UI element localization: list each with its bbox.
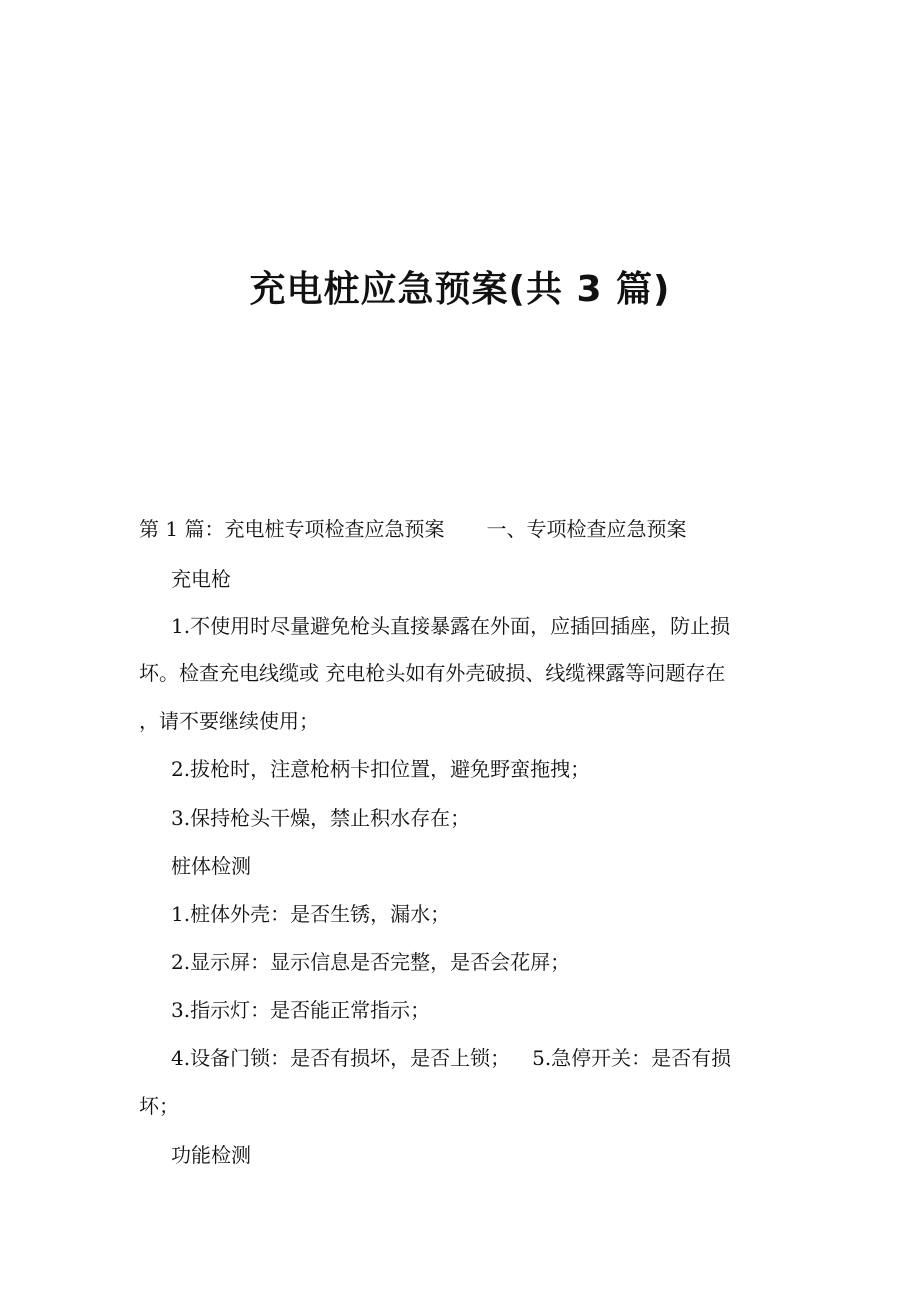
paragraph-line: 1.不使用时尽量避免枪头直接暴露在外面，应插回插座，防止损 (171, 614, 731, 638)
document-title: 充电桩应急预案(共 3 篇) (249, 269, 671, 310)
paragraph-line: 3.指示灯：是否能正常指示； (171, 998, 431, 1022)
subheading-function-test: 功能检测 (171, 1143, 251, 1167)
item-emergency-stop: 5.急停开关：是否有损 (532, 1046, 732, 1070)
section-heading-line (139, 514, 789, 544)
paragraph-line: 坏。检查充电线缆或 充电枪头如有外壳破损、线缆裸露等问题存在 (139, 661, 726, 685)
paragraph-line: ，请不要继续使用； (139, 709, 319, 733)
subheading-pile-inspection: 桩体检测 (171, 854, 251, 878)
section-title: 第 1 篇：充电桩专项检查应急预案 (139, 517, 445, 541)
subsection-title: 一、专项检查应急预案 (486, 517, 687, 541)
paragraph-line: 3.保持枪头干燥，禁止积水存在； (171, 806, 471, 830)
paragraph-line: 2.拔枪时，注意枪柄卡扣位置，避免野蛮拖拽； (171, 757, 591, 781)
subheading-charging-gun: 充电枪 (171, 567, 231, 591)
paragraph-line: 坏； (139, 1094, 179, 1118)
paragraph-line: 2.显示屏：显示信息是否完整，是否会花屏； (171, 950, 571, 974)
item-door-lock: 4.设备门锁：是否有损坏，是否上锁； (171, 1046, 511, 1070)
paragraph-line: 1.桩体外壳：是否生锈，漏水； (171, 902, 451, 926)
paragraph-line (171, 1043, 821, 1073)
